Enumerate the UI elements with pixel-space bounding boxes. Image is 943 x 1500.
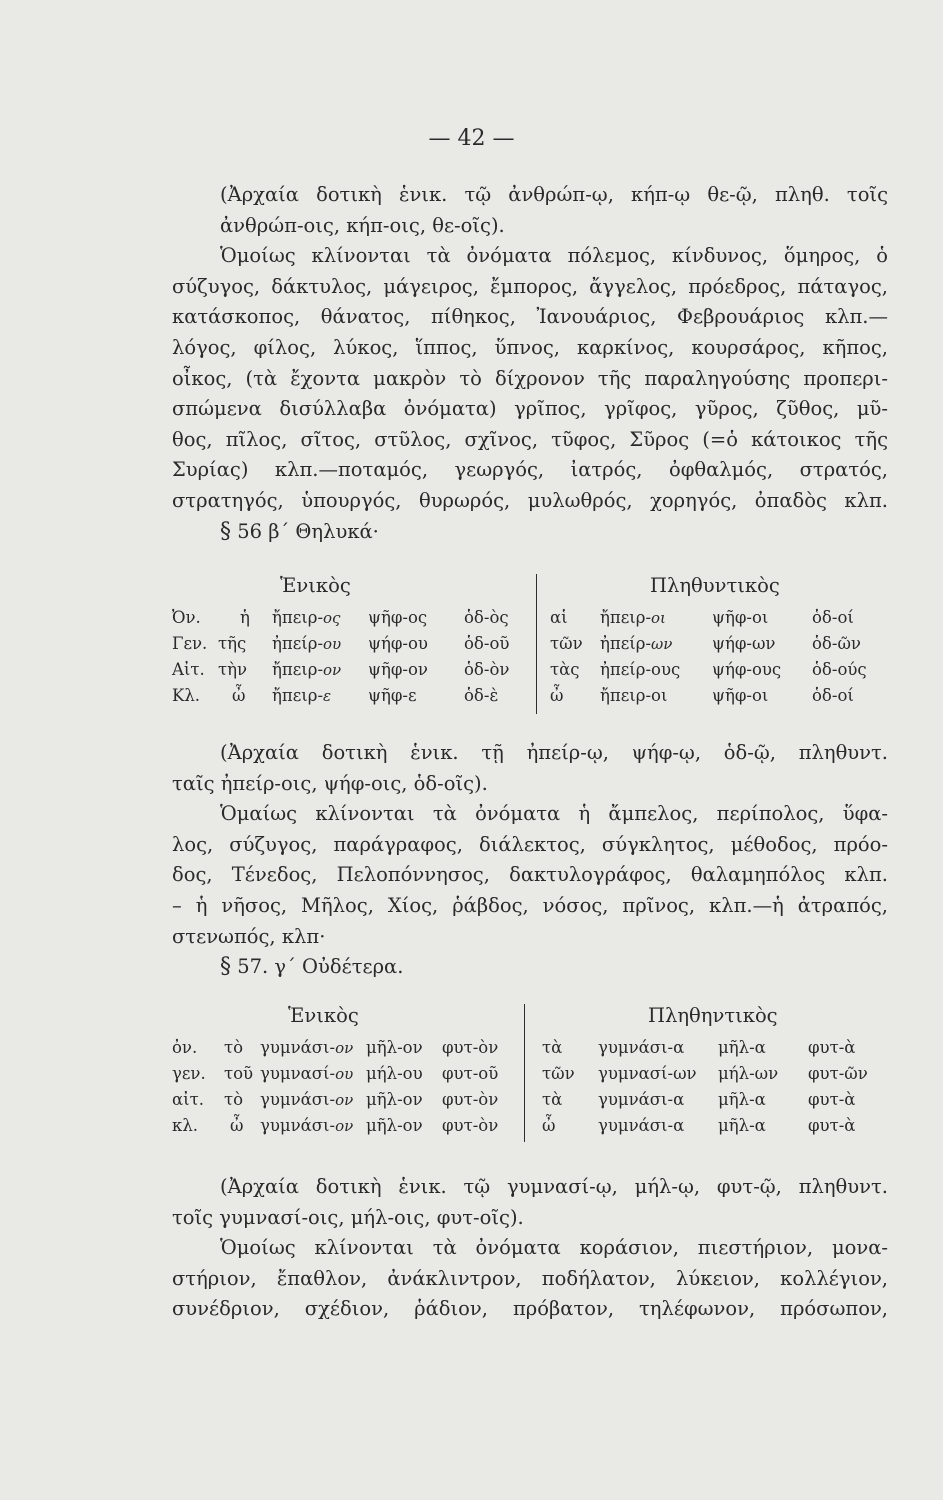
text-block-neuter (172, 1172, 888, 1325)
stem: ἤπειρ- (272, 660, 324, 679)
word: ψῆφ-οι (712, 686, 769, 705)
text-line: Ὁμοίως κλίνονται τὰ ὀνόματα πόλεμος, κίνδυνος, ὅμηρος, ὁ (220, 244, 888, 268)
word: ὁδ-ὸν (464, 660, 510, 679)
word: μῆλ-ον (366, 1116, 423, 1135)
text-line: – ἡ νῆσος, Μῆλος, Χίος, ῥάβδος, νόσος, πρῖνος, κλπ.—ἡ ἀτραπός, (172, 893, 888, 917)
text-line: ἀνθρώπ-οις, κήπ-οις, θε-οῖς). (220, 213, 505, 237)
text-line: δος, Τένεδος, Πελοπόννησος, δακτυλογράφος, θαλαμηπόλος κλπ. (172, 863, 888, 887)
word: γυμνάσι-α (598, 1038, 685, 1057)
word: ψήφ-ων (712, 634, 776, 653)
word: μήλ-ου (366, 1064, 423, 1083)
word: γυμνάσι-α (598, 1116, 685, 1135)
table-row (172, 686, 888, 712)
case-label: ὀν. (172, 1038, 198, 1057)
table-row (172, 634, 888, 660)
paragraph-ancient-dative-neut (172, 1172, 888, 1233)
article: τὸ (224, 1090, 244, 1109)
stem: γυμνάσι- (260, 1038, 336, 1057)
word: ψῆφ-ον (368, 660, 428, 679)
header-plural: Πληθυντικὸς (650, 574, 780, 597)
stem: ἠπείρ- (600, 634, 652, 653)
case-label: Ὀν. (172, 608, 201, 627)
paragraph-similar-neut (172, 1233, 888, 1325)
paragraph-ancient-dative-masc (172, 180, 888, 241)
word-stem (260, 1064, 353, 1083)
table-row (172, 1116, 888, 1142)
text-line: λόγος, φίλος, λύκος, ἵππος, ὕπνος, καρκίνος, κουρσάρος, κῆπος, (172, 335, 888, 359)
article: τὴν (218, 660, 248, 679)
word: φυτ-ὸν (442, 1038, 499, 1057)
text-line: σύζυγος, δάκτυλος, μάγειρος, ἔμπορος, ἄγγελος, πρόεδρος, πάταγος, (172, 274, 888, 298)
case-label: αἰτ. (172, 1090, 204, 1109)
stem: ἠπείρ-ους (600, 660, 681, 679)
word-stem (600, 608, 666, 627)
text-line: (Ἀρχαία δοτικὴ ἑνικ. τῷ ἀνθρώπ-ῳ, κήπ-ῳ θε-ῷ, πληθ. τοῖς (220, 183, 888, 206)
word: ψῆφ-οι (712, 608, 769, 627)
word: ψήφ-ου (368, 634, 428, 653)
section-symbol: § (220, 518, 231, 544)
case-label: Γεν. (172, 634, 208, 653)
ending: ον (335, 1039, 354, 1057)
text-block-feminine (172, 738, 888, 983)
article: αἱ (550, 608, 568, 627)
article: τὰ (542, 1090, 563, 1109)
article: ἡ (240, 608, 250, 627)
article: ὦ (232, 686, 246, 705)
article: ὦ (230, 1116, 244, 1135)
word: μῆλ-ον (366, 1038, 423, 1057)
page-number: — 42 — (428, 126, 515, 151)
ending: οι (651, 609, 666, 627)
article: τῆς (218, 634, 247, 653)
article: τὰς (550, 660, 580, 679)
paragraph-similar-masc (172, 241, 888, 516)
word: γυμνάσι-α (598, 1090, 685, 1109)
table-row (172, 1064, 888, 1090)
word: φυτ-ὸν (442, 1090, 499, 1109)
article: ὦ (550, 686, 564, 705)
header-singular: Ἑνικὸς (280, 574, 351, 597)
header-plural: Πληθηντικὸς (648, 1004, 778, 1027)
text-line: ταῖς ἠπείρ-οις, ψήφ-οις, ὁδ-οῖς). (172, 771, 488, 795)
word-stem (600, 686, 667, 705)
word-stem (272, 686, 331, 705)
word: ψῆφ-ος (368, 608, 428, 627)
word: ψῆφ-ε (368, 686, 417, 705)
table-row (172, 608, 888, 634)
article: ὦ (542, 1116, 556, 1135)
word: μῆλ-α (718, 1116, 766, 1135)
declension-table-neuter (172, 1004, 888, 1142)
word: φυτ-ὰ (808, 1038, 856, 1057)
article: τῶν (542, 1064, 575, 1083)
case-label: κλ. (172, 1116, 199, 1135)
stem: γυμνάσι- (260, 1116, 336, 1135)
word-stem (260, 1116, 353, 1135)
word: ὁδ-οί (812, 686, 854, 705)
table-row (172, 1090, 888, 1116)
word: φυτ-ὸν (442, 1116, 499, 1135)
word-stem (272, 634, 341, 653)
text-line: Συρίας) κλπ.—ποταμός, γεωργός, ἰατρός, ὀφθαλμός, στρατός, (172, 458, 888, 482)
text-line: θος, πῖλος, σῖτος, στῦλος, σχῖνος, τῦφος, Σῦρος (=ὁ κάτοικος τῆς (172, 427, 888, 451)
stem: γυμνάσι- (260, 1090, 336, 1109)
word: ὁδ-ῶν (812, 634, 861, 653)
word-stem (272, 660, 341, 679)
section-title: 56 β΄ Θηλυκά· (237, 519, 379, 543)
text-line: (Ἀρχαία δοτικὴ ἑνικ. τῷ γυμνασί-ῳ, μήλ-ῳ, φυτ-ῷ, πληθυντ. (220, 1175, 888, 1198)
word: φυτ-οῦ (442, 1064, 499, 1083)
header-singular: Ἑνικὸς (288, 1004, 359, 1027)
word-stem (260, 1090, 353, 1109)
word: μήλ-ων (718, 1064, 779, 1083)
word: ὁδ-οί (812, 608, 854, 627)
article: τὰ (542, 1038, 563, 1057)
text-line: οἶκος, (τὰ ἔχοντα μακρὸν τὸ δίχρονον τῆς παραληγούσης προπερι- (172, 366, 888, 390)
word-stem (600, 634, 672, 653)
ending: ου (335, 1065, 354, 1083)
text-line: συνέδριον, σχέδιον, ῥάδιον, πρόβατον, τηλέφωνον, πρόσωπον, (172, 1297, 888, 1321)
word-stem (260, 1038, 353, 1057)
text-line: (Ἀρχαία δοτικὴ ἑνικ. τῇ ἠπείρ-ῳ, ψήφ-ῳ, ὁδ-ῷ, πληθυντ. (220, 741, 888, 764)
text-line: σπώμενα δισύλλαβα ὀνόματα) γρῖπος, γρῖφος, γῦρος, ζῦθος, μῦ- (172, 397, 888, 421)
ending: ον (335, 1117, 354, 1135)
article: τὸ (224, 1038, 244, 1057)
section-symbol: § (220, 954, 231, 980)
text-line: Ὁμοίως κλίνονται τὰ ὀνόματα κοράσιον, πιεστήριον, μονα- (220, 1236, 888, 1260)
word: γυμνασί-ων (598, 1064, 697, 1083)
text-line: στενωπός, κλπ· (172, 924, 326, 948)
text-line: στήριον, ἔπαθλον, ἀνάκλιντρον, ποδήλατον, λύκειον, κολλέγιον, (172, 1266, 888, 1290)
word: ὁδ-οῦ (464, 634, 510, 653)
case-label: Αἰτ. (172, 660, 205, 679)
stem: ἤπειρ-οι (600, 686, 668, 705)
ending: ον (323, 661, 342, 679)
article: τοῦ (224, 1064, 254, 1083)
article: τῶν (550, 634, 583, 653)
paragraph-ancient-dative-fem (172, 738, 888, 799)
case-label: γεν. (172, 1064, 206, 1083)
word: μῆλ-α (718, 1090, 766, 1109)
word: μῆλ-α (718, 1038, 766, 1057)
word: φυτ-ὰ (808, 1090, 856, 1109)
text-block-masculine (172, 180, 888, 547)
ending: ων (651, 635, 673, 653)
word-stem (600, 660, 680, 679)
ending: ος (323, 609, 341, 627)
stem: ἠπείρ- (272, 634, 324, 653)
ending: ον (335, 1091, 354, 1109)
text-line: Ὁμαίως κλίνονται τὰ ὀνόματα ἡ ἄμπελος, περίπολος, ὕφα- (220, 802, 888, 826)
section-title: 57. γ΄ Οὐδέτερα. (237, 955, 404, 979)
word: ὁδ-ὸς (464, 608, 509, 627)
text-line: λος, σύζυγος, παράγραφος, διάλεκτος, σύγκλητος, μέθοδος, πρόο- (172, 832, 888, 856)
text-line: τοῖς γυμνασί-οις, μήλ-οις, φυτ-οῖς). (172, 1205, 524, 1229)
table-row (172, 1038, 888, 1064)
paragraph-similar-fem (172, 799, 888, 952)
stem: ἤπειρ- (600, 608, 652, 627)
word: ψήφ-ους (712, 660, 782, 679)
word: φυτ-ῶν (808, 1064, 868, 1083)
stem: γυμνασί- (260, 1064, 336, 1083)
section-heading-56 (172, 517, 888, 548)
ending: ου (323, 635, 342, 653)
text-line: στρατηγός, ὑπουργός, θυρωρός, μυλωθρός, χορηγός, ὀπαδὸς κλπ. (172, 488, 888, 512)
text-line: κατάσκοπος, θάνατος, πίθηκος, Ἰανουάριος, Φεβρουάριος κλπ.— (172, 305, 888, 329)
word: ὁδ-ούς (812, 660, 867, 679)
word: ὁδ-ὲ (464, 686, 499, 705)
section-heading-57 (172, 952, 888, 983)
word: μῆλ-ον (366, 1090, 423, 1109)
declension-table-feminine (172, 574, 888, 714)
stem: ἤπειρ- (272, 608, 324, 627)
word: φυτ-ὰ (808, 1116, 856, 1135)
stem: ἤπειρ- (272, 686, 324, 705)
table-row (172, 660, 888, 686)
word-stem (272, 608, 340, 627)
ending: ε (323, 687, 332, 705)
case-label: Κλ. (172, 686, 201, 705)
